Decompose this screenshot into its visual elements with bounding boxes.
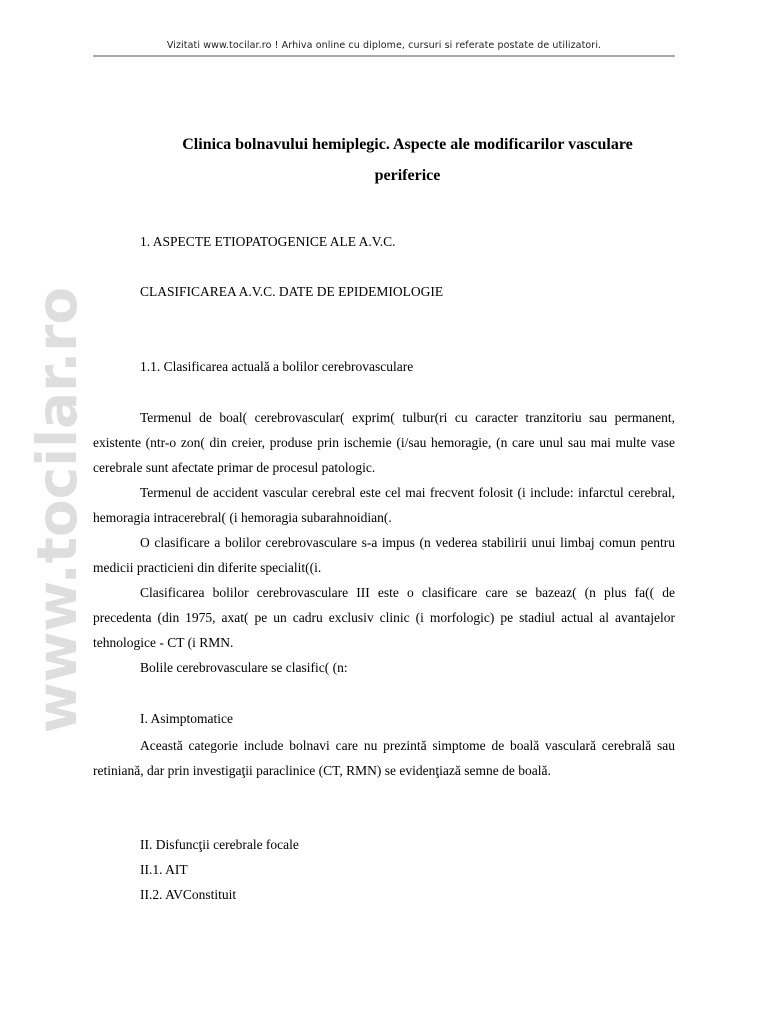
- heading-section-II-2: II.2. AVConstituit: [140, 887, 237, 902]
- paragraph-5: Bolile cerebrovasculare se clasific( (n:: [140, 660, 348, 675]
- paragraph-3: O clasificare a bolilor cerebrovasculare s-a impus (n vederea stabilirii unui limbaj comun pentru medicii practicieni din diferite specialit((i.: [93, 535, 675, 575]
- title-line-1: Clinica bolnavului hemiplegic. Aspecte ale modificarilor vasculare: [182, 136, 633, 153]
- title-line-2: periferice: [374, 167, 441, 184]
- paragraph-1: Termenul de boal( cerebrovascular( exprim( tulbur(ri cu caracter tranzitoriu sau permanent, existente (ntr-o zon( din creier, produse prin ischemie (i/sau hemoragie, (n care unul sau mai multe vase cerebrale sunt afectate primar de procesul patologic.: [93, 410, 675, 475]
- paragraph-4: Clasificarea bolilor cerebrovasculare III este o clasificare care se bazeaz( (n plus fa(( de precedenta (din 1975, axat( pe un cadru exclusiv clinic (i morfologic) pe stadiul actual al avantajelor tehnologice - CT (i RMN.: [93, 585, 675, 650]
- heading-section-1: 1. ASPECTE ETIOPATOGENICE ALE A.V.C.: [140, 234, 396, 249]
- heading-section-I: I. Asimptomatice: [140, 711, 233, 726]
- header-divider: [93, 55, 675, 57]
- heading-section-II-1: II.1. AIT: [140, 862, 188, 877]
- paragraph-2: Termenul de accident vascular cerebral este cel mai frecvent folosit (i include: infarctul cerebral, hemoragia intracerebral( (i hemoragia subarahnoidian(.: [93, 485, 675, 525]
- heading-section-II: II. Disfuncţii cerebrale focale: [140, 837, 299, 852]
- watermark: www.tocilar.ro: [25, 286, 89, 734]
- document-title: [140, 129, 675, 191]
- paragraph-6: Această categorie include bolnavi care nu prezintă simptome de boală vasculară cerebrală sau retiniană, dar prin investigaţii paraclinice (CT, RMN) se evidenţiază semne de boală.: [93, 738, 675, 778]
- heading-section-1-1: 1.1. Clasificarea actuală a bolilor cerebrovasculare: [140, 359, 414, 374]
- page-header: Vizitati www.tocilar.ro ! Arhiva online cu diplome, cursuri si referate postate de utilizatori.: [166, 40, 602, 51]
- heading-classification: CLASIFICAREA A.V.C. DATE DE EPIDEMIOLOGIE: [140, 284, 444, 299]
